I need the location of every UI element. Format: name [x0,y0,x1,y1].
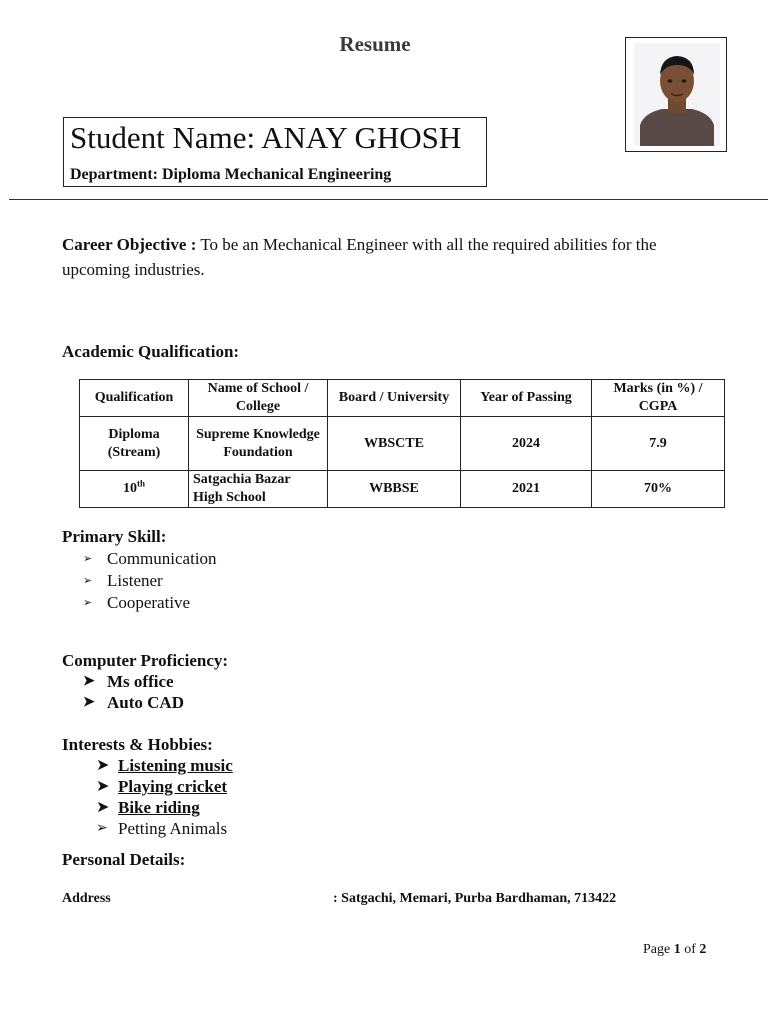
arrow-bullet-icon: ➤ [96,757,110,774]
table-cell: Diploma (Stream) [80,417,189,471]
page-number [643,942,706,958]
computer-proficiency-heading: Computer Proficiency: [62,651,229,670]
list-item [96,818,233,839]
resume-title: Resume [339,32,411,56]
interests-heading: Interests & Hobbies: [62,735,213,754]
table-header: Qualification [80,380,189,417]
academic-heading: Academic Qualification: [62,342,240,361]
table-header: Year of Passing [461,380,592,417]
page-total: 2 [699,942,707,957]
personal-details-heading: Personal Details: [62,850,186,869]
list-item-text: Listening music [118,756,233,775]
list-item-text: Bike riding [118,798,200,817]
list-item [96,755,233,776]
name-box [63,117,487,187]
list-item-text: Playing cricket [118,777,228,796]
primary-skill-list [83,548,217,614]
career-objective-text: To be an Mechanical Engineer with all the required abilities for the upcoming industries. [62,235,657,279]
header-divider [9,199,768,200]
table-header-row [80,380,725,417]
table-row [80,471,725,508]
profile-photo [625,37,727,152]
address-value: : Satgachi, Memari, Purba Bardhaman, 713422 [333,891,617,906]
table-cell: WBSCTE [328,417,461,471]
list-item [83,671,184,692]
list-item-text: Communication [107,549,217,568]
table-cell [80,471,189,508]
table-header: Marks (in %) / CGPA [592,380,725,417]
arrow-bullet-icon: ➢ [83,553,93,565]
department: Department: Diploma Mechanical Engineering [70,166,392,183]
list-item-text: Cooperative [107,593,191,612]
computer-proficiency-list [83,671,184,713]
list-item [96,776,233,797]
table-cell: 2021 [461,471,592,508]
table-cell: 7.9 [592,417,725,471]
person-photo-icon [634,43,720,146]
list-item-text: Petting Animals [118,819,228,838]
table-row [80,417,725,471]
career-objective [62,232,702,282]
ordinal-suffix: th [136,478,145,489]
table-header: Name of School / College [189,380,328,417]
page-mid: of [680,942,700,957]
list-item [83,592,217,614]
arrow-bullet-icon: ➤ [96,799,110,816]
qualification-value: 10 [122,481,137,496]
primary-skill-heading: Primary Skill: [62,527,167,546]
table-header: Board / University [328,380,461,417]
table-cell: Supreme Knowledge Foundation [189,417,328,471]
arrow-bullet-icon: ➢ [96,821,108,836]
arrow-bullet-icon: ➤ [83,674,95,689]
table-cell: WBBSE [328,471,461,508]
list-item [96,797,233,818]
page-current: 1 [673,942,681,957]
arrow-bullet-icon: ➤ [83,695,95,710]
career-objective-label: Career Objective : [62,235,197,254]
list-item-text: Ms office [107,672,174,691]
address-label: Address [62,891,111,906]
academic-table [79,379,725,508]
list-item-text: Auto CAD [107,693,184,712]
list-item-text: Listener [107,571,163,590]
arrow-bullet-icon: ➢ [83,575,93,587]
table-cell: 70% [592,471,725,508]
table-cell: 2024 [461,417,592,471]
student-name: Student Name: ANAY GHOSH [70,120,462,155]
arrow-bullet-icon: ➤ [96,778,110,795]
interests-list [96,755,233,839]
list-item [83,692,184,713]
page-prefix: Page [643,942,674,957]
arrow-bullet-icon: ➢ [83,597,93,609]
list-item [83,570,217,592]
table-cell: Satgachia Bazar High School [189,471,328,508]
list-item [83,548,217,570]
